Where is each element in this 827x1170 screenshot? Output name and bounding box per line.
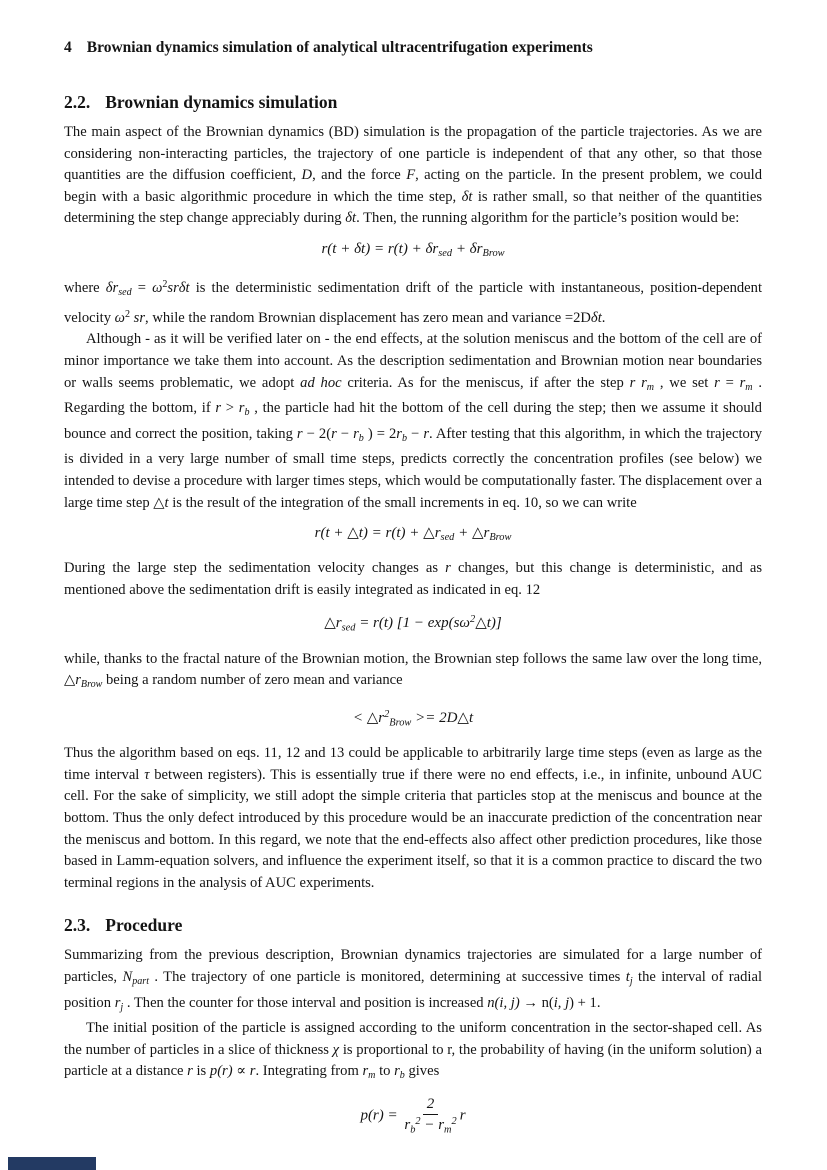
text-run: r (739, 374, 746, 391)
text-run: j (629, 975, 633, 987)
text-run: ω (152, 280, 163, 297)
text-run: ) + 1. (569, 994, 601, 1011)
text-run: >= 2D△t (411, 710, 474, 727)
text-run: r (396, 425, 402, 442)
text-run: r (635, 374, 647, 391)
section-heading-2-2 (64, 92, 762, 113)
running-head-page-number: 4 (64, 39, 72, 56)
paragraph-procedure-summary (64, 945, 762, 1018)
text-run: r (445, 560, 451, 577)
text-run: 2 (451, 1115, 457, 1127)
text-run: δt (345, 210, 357, 227)
text-run: r (353, 425, 359, 442)
text-run: m (646, 381, 655, 393)
text-run: The main aspect of the Brownian dynamics (BD) simulation is the propagation of the particle trajectories. As we are considering non-interacting particles, the trajectory of one particle is independent of that any other, so that those quantities are the diffusion coefficient, (64, 124, 762, 184)
text-run: . Regarding the bottom, if (64, 374, 762, 417)
text-run: r (215, 400, 222, 417)
text-run: t (164, 494, 169, 511)
text-run: χ (332, 1041, 340, 1058)
text-run: < △r (352, 710, 385, 727)
paragraph-end-effects (64, 329, 762, 514)
text-run: p(r) = (360, 1107, 402, 1124)
text-run: , while the random Brownian displacement has zero mean and variance =2D (145, 309, 591, 326)
text-run: r (362, 1063, 369, 1080)
equation-small-step-position (64, 238, 762, 265)
text-run: j (120, 1001, 124, 1013)
text-run: r (404, 1117, 411, 1134)
fraction-denominator (404, 1115, 456, 1137)
text-run: Summarizing from the previous description, Brownian dynamics trajectories are simulated for a large number of particles, (64, 947, 762, 985)
text-run: = (719, 374, 740, 391)
text-run: where (64, 280, 106, 297)
text-run: being a random number of zero mean and variance (102, 672, 403, 689)
text-run: Brow (80, 679, 103, 691)
text-run: τ (144, 766, 150, 783)
text-run: 2 (415, 1115, 421, 1127)
text-run: . After testing that this algorithm, in which the trajectory is divided in a very large number of small time steps, predicts correctly the concentration profiles (see below) we intended to devise a procedure with larger times steps, which would be computationally faster. The displacement over a large time step △ (64, 425, 763, 511)
next-page-edge (8, 1157, 96, 1170)
section-heading-2-3 (64, 915, 762, 936)
paragraph-bd-intro (64, 122, 762, 230)
text-run: N (122, 968, 133, 985)
section-title: Procedure (105, 915, 183, 936)
text-run: r (423, 425, 430, 442)
text-run: sr (130, 309, 146, 326)
text-run: sed (440, 532, 455, 544)
text-run: r(t + △t) = r(t) + △r (314, 525, 441, 542)
text-run: Brow (389, 717, 412, 729)
text-run: between registers). This is essentially true if there were no end effects, i.e., in infinite, unbound AUC cell. For the sake of simplicity, we still adopt the simple criteria that particles stop at the meniscus and bounce at the bottom. Thus the only defect introduced by this procedure would be an inaccurate prediction of the concentration near the meniscus and bottom. In this regard, we note that the end-effects also affect other prediction procedures, like those based in Lamm-equation solvers, and influence the experiment itself, so that it is a common practice to discard the two terminal regions in the analysis of AUC experiments. (64, 766, 762, 891)
section-title: Brownian dynamics simulation (105, 92, 338, 112)
text-run: r (394, 1063, 400, 1080)
text-run: The initial position of the particle is assigned according to the uniform concentration in the sector-shaped cell. As the number of particles in a slice of thickness (64, 1020, 762, 1058)
text-run: r (249, 1063, 256, 1080)
text-run: is rather small, so that neither of the quantities determining the step change appreciably during (64, 188, 763, 227)
text-run: Brow (489, 532, 512, 544)
text-run: ad hoc (300, 374, 342, 391)
text-run: > (221, 400, 239, 417)
text-run: − (407, 425, 424, 442)
paragraph-algorithm-applicability (64, 743, 762, 894)
text-run: . (601, 309, 606, 326)
text-run: r (187, 1063, 193, 1080)
text-run: . The trajectory of one particle is monitored, determining at successive times (149, 968, 626, 985)
equation-rhs (460, 1107, 466, 1123)
text-run: − (336, 425, 354, 442)
running-head-title: Brownian dynamics simulation of analytical ultracentrifugation experiments (86, 39, 593, 56)
equation-large-step-position (64, 522, 762, 549)
text-run: ∝ (232, 1063, 250, 1080)
text-run: p(r) (209, 1063, 233, 1080)
text-run: r (629, 374, 636, 391)
text-run: 2 (426, 1095, 435, 1112)
text-run: b (399, 1070, 405, 1082)
text-run: to (375, 1063, 395, 1080)
text-run: 2 (162, 279, 168, 291)
text-run: b (410, 1124, 416, 1136)
text-run: sed (341, 622, 356, 634)
text-run: m (444, 1124, 452, 1136)
text-run: , we set (654, 374, 715, 391)
text-run: + δr (452, 240, 483, 257)
text-run: is proportional to r, the probability of having (in the uniform solution) a particle at a distance (64, 1041, 762, 1080)
text-run: δr (105, 280, 119, 297)
paragraph-large-step-velocity (64, 558, 762, 601)
text-run: r (331, 425, 337, 442)
text-run: changes, but this change is deterministic, and as mentioned above the sedimentation drift is easily integrated as indicated in eq. 12 (64, 560, 762, 598)
text-run: b (358, 432, 364, 444)
text-run: 2 (124, 308, 131, 320)
equation-probability-density (64, 1095, 762, 1137)
text-run: F (406, 167, 416, 184)
text-run: r (459, 1107, 466, 1124)
text-run: δt (590, 309, 602, 326)
equation-sedimentation-increment (64, 609, 762, 639)
text-run: is (192, 1063, 210, 1080)
text-run: gives (404, 1063, 440, 1080)
text-run: , and the force (312, 167, 407, 184)
text-run: Thus the algorithm based on eqs. 11, 12 and 13 could be applicable to arbitrarily large time steps (even as large as the time interval (64, 745, 762, 783)
text-run: → n( (519, 994, 554, 1011)
text-run: is the deterministic sedimentation drift of the particle with instantaneous, position-dependent velocity (64, 280, 762, 326)
text-run: 2 (384, 708, 390, 720)
text-run: srδt (167, 280, 190, 297)
paragraph-initial-position (64, 1018, 762, 1087)
text-run: i, j (553, 994, 570, 1011)
text-run: − 2( (302, 425, 332, 442)
text-run: △t)] (475, 615, 502, 632)
paragraph-sedimentation-drift (64, 274, 762, 329)
text-run: . Then, the running algorithm for the particle’s position would be: (356, 210, 740, 227)
text-run: b (401, 432, 408, 444)
fraction (404, 1095, 456, 1137)
text-run: = (131, 280, 153, 297)
text-run: r (238, 400, 245, 417)
text-run: Brow (482, 248, 505, 260)
text-run: r (75, 672, 81, 689)
text-run: r (296, 425, 303, 442)
text-run: criteria. As for the meniscus, if after the step (341, 374, 630, 391)
text-run: while, thanks to the fractal nature of the Brownian motion, the Brownian step follows the same law over the long time, △ (64, 650, 762, 689)
text-run: . Then the counter for those interval and position is increased (123, 994, 488, 1011)
running-head (64, 38, 762, 57)
text-run: = r(t) [1 − exp(sω (355, 615, 471, 632)
text-run: sed (438, 248, 453, 260)
text-run: m (745, 381, 753, 393)
text-run: n(i, j) (487, 994, 520, 1011)
text-run: , the particle had hit the bottom of the cell during the step; then we assume it should bounce and correct the position, taking (64, 400, 762, 442)
text-run: δt (461, 188, 473, 205)
fraction-numerator (423, 1095, 439, 1115)
equation-lhs (360, 1107, 401, 1123)
text-run: b (244, 407, 250, 419)
text-run: part (132, 975, 149, 987)
text-run: ω (114, 309, 125, 326)
text-run: ) = 2 (363, 425, 397, 442)
text-run: m (368, 1070, 376, 1082)
text-run: . Integrating from (255, 1063, 363, 1080)
section-number: 2.2. (64, 92, 91, 112)
text-run: Although - as it will be verified later on - the end effects, at the solution meniscus and the bottom of the cell are of minor importance we take them into account. As the description sedimentation and Brownian motion near boundaries or walls seems problematic, we adopt (64, 331, 762, 391)
text-run: △r (324, 615, 342, 632)
text-run: During the large step the sedimentation velocity changes as (64, 560, 446, 577)
text-run: − r (420, 1117, 445, 1134)
section-number: 2.3. (64, 915, 91, 936)
text-run: 2 (470, 614, 476, 626)
text-run: + △r (454, 525, 490, 542)
text-run: t (625, 968, 630, 985)
text-run: r (114, 994, 121, 1011)
text-run: D (301, 167, 313, 184)
text-run: the interval of radial position (64, 968, 762, 1011)
text-run: is the result of the integration of the small increments in eq. 10, so we can write (168, 494, 637, 511)
paragraph-fractal-brownian (64, 649, 762, 696)
text-run: sed (118, 287, 132, 299)
text-run: , acting on the particle. In the present problem, we could begin with a basic algorithmic procedure in which the time step, (64, 167, 762, 205)
equation-brownian-variance (64, 704, 762, 734)
text-run: r(t + δt) = r(t) + δr (321, 240, 439, 257)
text-run: r (714, 374, 720, 391)
